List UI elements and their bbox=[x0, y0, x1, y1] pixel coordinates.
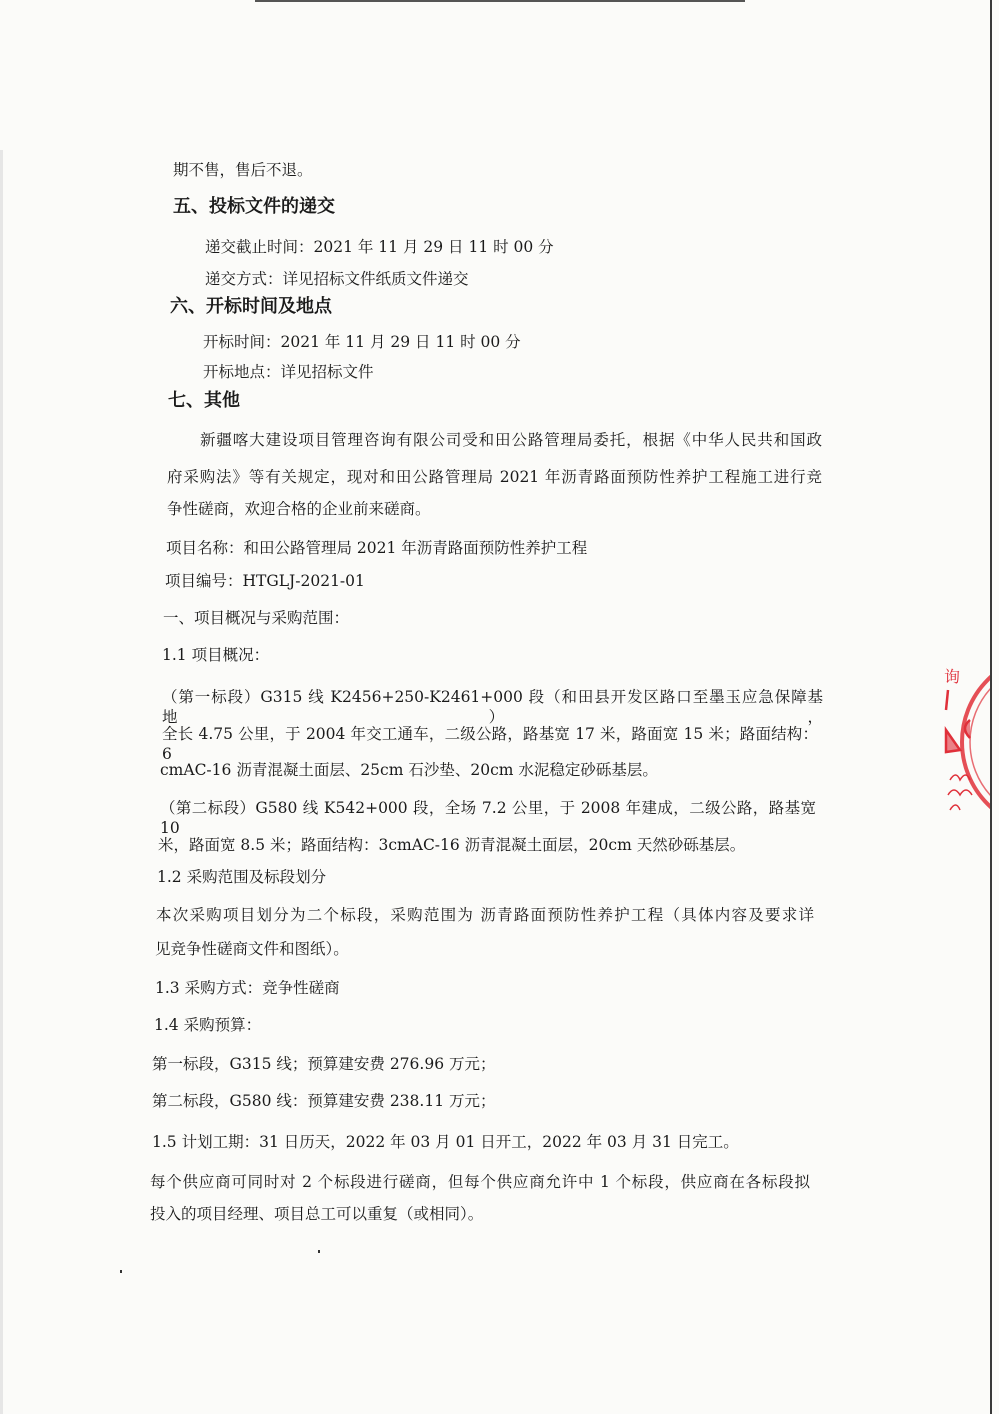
text-line: 争性磋商，欢迎合格的企业前来磋商。 bbox=[167, 500, 431, 518]
section-heading-5: 五、投标文件的递交 bbox=[173, 196, 335, 217]
subheading: 1.2 采购范围及标段划分 bbox=[157, 868, 327, 886]
scan-speck bbox=[120, 1270, 122, 1273]
project-name: 项目名称：和田公路管理局 2021 年沥青路面预防性养护工程 bbox=[166, 539, 588, 557]
section-heading-7: 七、其他 bbox=[168, 390, 240, 411]
scan-edge-right bbox=[990, 0, 992, 1414]
text-line: 米，路面宽 8.5 米；路面结构：3cmAC-16 沥青混凝土面层，20cm 天然砂砾基层。 bbox=[158, 836, 746, 854]
project-number: 项目编号：HTGLJ-2021-01 bbox=[165, 572, 365, 590]
opening-time: 开标时间：2021 年 11 月 29 日 11 时 00 分 bbox=[203, 333, 521, 351]
text-line: 每个供应商可同时对 2 个标段进行磋商，但每个供应商允许中 1 个标段，供应商在各标段拟 bbox=[150, 1173, 810, 1191]
subheading: 一、项目概况与采购范围： bbox=[163, 609, 350, 627]
text-line: （第一标段）G315 线 K2456+250-K2461+000 段（和田县开发区路口至墨玉应急保障基地）， bbox=[162, 688, 823, 726]
text-line: 府采购法》等有关规定，现对和田公路管理局 2021 年沥青路面预防性养护工程施工进行竞 bbox=[167, 468, 822, 486]
text-line: 新疆喀大建设项目管理咨询有限公司受和田公路管理局委托，根据《中华人民共和国政 bbox=[200, 431, 822, 449]
scan-speck bbox=[318, 1250, 320, 1253]
opening-location: 开标地点：详见招标文件 bbox=[203, 363, 374, 381]
subheading: 1.4 采购预算： bbox=[154, 1016, 262, 1034]
subheading: 1.1 项目概况： bbox=[162, 646, 270, 664]
text-line: 投入的项目经理、项目总工可以重复（或相同）。 bbox=[150, 1205, 484, 1223]
text-line: 全长 4.75 公里，于 2004 年交工通车，二级公路，路基宽 17 米，路面宽 15 米；路面结构：6 bbox=[162, 725, 818, 763]
text-line: cmAC-16 沥青混凝土面层、25cm 石沙垫、20cm 水泥稳定砂砾基层。 bbox=[160, 761, 658, 779]
schedule: 1.5 计划工期：31 日历天，2022 年 03 月 01 日开工，2022 年 03 月 31 日完工。 bbox=[152, 1133, 739, 1151]
section-heading-6: 六、开标时间及地点 bbox=[170, 296, 332, 317]
text-line: 本次采购项目划分为二个标段，采购范围为 沥青路面预防性养护工程（具体内容及要求详 bbox=[156, 906, 814, 924]
procurement-method: 1.3 采购方式：竞争性磋商 bbox=[155, 979, 340, 997]
text-line: （第二标段）G580 线 K542+000 段，全场 7.2 公里，于 2008 年建成，二级公路，路基宽 10 bbox=[160, 799, 816, 837]
submission-method: 递交方式：详见招标文件纸质文件递交 bbox=[205, 270, 469, 288]
svg-text:询: 询 bbox=[944, 667, 961, 686]
scan-edge-left bbox=[0, 150, 3, 1414]
company-seal bbox=[940, 650, 990, 835]
scan-edge-top bbox=[255, 0, 745, 2]
budget-section-2: 第二标段，G580 线：预算建安费 238.11 万元； bbox=[152, 1092, 496, 1110]
text-line: 期不售，售后不退。 bbox=[173, 161, 313, 179]
text-line: 见竞争性磋商文件和图纸）。 bbox=[155, 940, 349, 958]
submission-deadline: 递交截止时间：2021 年 11 月 29 日 11 时 00 分 bbox=[205, 238, 554, 256]
budget-section-1: 第一标段，G315 线；预算建安费 276.96 万元； bbox=[152, 1055, 496, 1073]
